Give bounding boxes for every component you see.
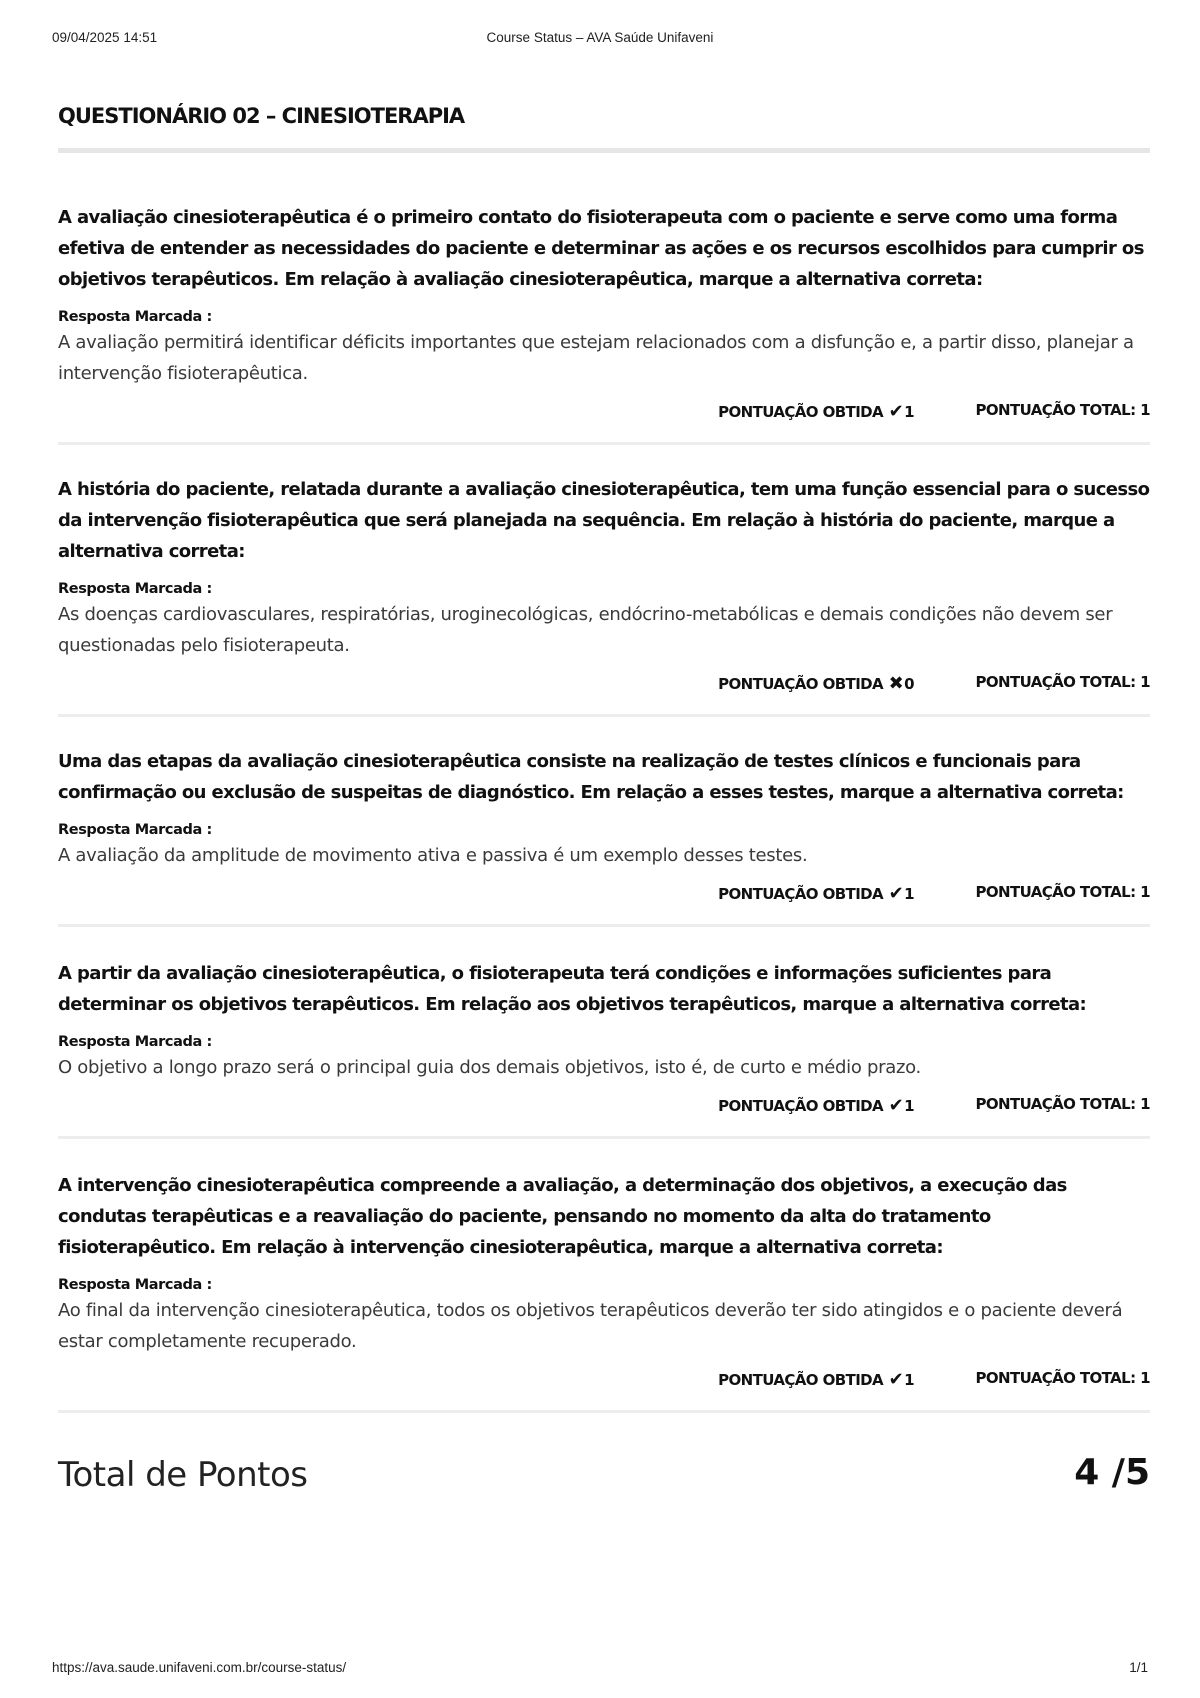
score-row bbox=[58, 673, 1150, 699]
print-footer bbox=[52, 1660, 1148, 1680]
question-divider bbox=[58, 714, 1150, 717]
score-obtained bbox=[718, 1095, 914, 1116]
question-4 bbox=[58, 958, 1150, 1139]
answer-text: Ao final da intervenção cinesioterapêutica, todos os objetivos terapêuticos deverão ter sido atingidos e o paciente deverá estar completamente recuperado. bbox=[58, 1300, 1123, 1352]
score-obtained-label: PONTUAÇÃO OBTIDA bbox=[718, 885, 884, 903]
answer-label: Resposta Marcada : bbox=[58, 1034, 212, 1050]
score-row bbox=[58, 883, 1150, 909]
total-points-value: 4 /5 bbox=[1074, 1452, 1150, 1493]
check-icon: ✔ bbox=[888, 883, 904, 904]
score-obtained-label: PONTUAÇÃO OBTIDA bbox=[718, 1371, 884, 1389]
print-page-title: Course Status – AVA Saúde Unifaveni bbox=[486, 30, 714, 45]
title-divider bbox=[58, 148, 1150, 153]
answer-text: A avaliação permitirá identificar déficits importantes que estejam relacionados com a disfunção e, a partir disso, planejar a intervenção fisioterapêutica. bbox=[58, 332, 1134, 384]
cross-icon: ✖ bbox=[888, 673, 904, 694]
score-obtained-label: PONTUAÇÃO OBTIDA bbox=[718, 1097, 884, 1115]
score-total bbox=[975, 1369, 1150, 1387]
print-header bbox=[52, 30, 1148, 50]
score-total-label: PONTUAÇÃO TOTAL: bbox=[975, 1095, 1136, 1113]
question-3 bbox=[58, 746, 1150, 927]
score-row bbox=[58, 1095, 1150, 1121]
print-url: https://ava.saude.unifaveni.com.br/course-status/ bbox=[52, 1660, 347, 1675]
question-5 bbox=[58, 1170, 1150, 1413]
question-text: A história do paciente, relatada durante a avaliação cinesioterapêutica, tem uma função essencial para o sucesso da intervenção fisioterapêutica que será planejada na sequência. Em relação à história do paciente, marque a alternativa correta: bbox=[58, 479, 1150, 562]
answer-label: Resposta Marcada : bbox=[58, 1277, 212, 1293]
answer-text: As doenças cardiovasculares, respiratórias, uroginecológicas, endócrino-metabólicas e demais condições não devem ser questionadas pelo fisioterapeuta. bbox=[58, 604, 1113, 656]
question-text: A avaliação cinesioterapêutica é o primeiro contato do fisioterapeuta com o paciente e serve como uma forma efetiva de entender as necessidades do paciente e determinar as ações e os recursos escolhidos para cumprir os objetivos terapêuticos. Em relação à avaliação cinesioterapêutica, marque a alternativa correta: bbox=[58, 207, 1144, 290]
check-icon: ✔ bbox=[888, 401, 904, 422]
score-obtained-value: 1 bbox=[904, 403, 914, 421]
print-page-number: 1/1 bbox=[1129, 1660, 1148, 1675]
score-obtained bbox=[718, 401, 914, 422]
score-total bbox=[975, 673, 1150, 691]
question-1 bbox=[58, 202, 1150, 445]
question-divider bbox=[58, 1136, 1150, 1139]
score-obtained-label: PONTUAÇÃO OBTIDA bbox=[718, 403, 884, 421]
score-total-label: PONTUAÇÃO TOTAL: bbox=[975, 401, 1136, 419]
question-text: A intervenção cinesioterapêutica compreende a avaliação, a determinação dos objetivos, a execução das condutas terapêuticas e a reavaliação do paciente, pensando no momento da alta do tratamento fisioterapêutico. Em relação à intervenção cinesioterapêutica, marque a alternativa correta: bbox=[58, 1175, 1067, 1258]
question-divider bbox=[58, 924, 1150, 927]
print-datetime: 09/04/2025 14:51 bbox=[52, 30, 158, 45]
question-text: Uma das etapas da avaliação cinesioterapêutica consiste na realização de testes clínicos e funcionais para confirmação ou exclusão de suspeitas de diagnóstico. Em relação a esses testes, marque a alternativa correta: bbox=[58, 751, 1124, 803]
score-total-value: 1 bbox=[1140, 673, 1150, 691]
score-obtained-value: 1 bbox=[904, 885, 914, 903]
answer-text: O objetivo a longo prazo será o principal guia dos demais objetivos, isto é, de curto e médio prazo. bbox=[58, 1057, 921, 1078]
question-divider bbox=[58, 1410, 1150, 1413]
question-2 bbox=[58, 474, 1150, 717]
question-text: A partir da avaliação cinesioterapêutica, o fisioterapeuta terá condições e informações suficientes para determinar os objetivos terapêuticos. Em relação aos objetivos terapêuticos, marque a alternativa correta: bbox=[58, 963, 1087, 1015]
check-icon: ✔ bbox=[888, 1369, 904, 1390]
score-obtained-label: PONTUAÇÃO OBTIDA bbox=[718, 675, 884, 693]
score-total-value: 1 bbox=[1140, 401, 1150, 419]
answer-label: Resposta Marcada : bbox=[58, 309, 212, 325]
answer-label: Resposta Marcada : bbox=[58, 581, 212, 597]
score-total-value: 1 bbox=[1140, 1369, 1150, 1387]
score-obtained-value: 1 bbox=[904, 1097, 914, 1115]
score-obtained-value: 1 bbox=[904, 1371, 914, 1389]
score-obtained bbox=[718, 1369, 914, 1390]
score-total-value: 1 bbox=[1140, 883, 1150, 901]
score-row bbox=[58, 401, 1150, 427]
score-total bbox=[975, 401, 1150, 419]
score-total bbox=[975, 1095, 1150, 1113]
score-obtained bbox=[718, 883, 914, 904]
answer-label: Resposta Marcada : bbox=[58, 822, 212, 838]
score-total-value: 1 bbox=[1140, 1095, 1150, 1113]
score-total-label: PONTUAÇÃO TOTAL: bbox=[975, 673, 1136, 691]
page-title: QUESTIONÁRIO 02 – CINESIOTERAPIA bbox=[58, 104, 465, 128]
answer-text: A avaliação da amplitude de movimento ativa e passiva é um exemplo desses testes. bbox=[58, 845, 808, 866]
check-icon: ✔ bbox=[888, 1095, 904, 1116]
score-total-label: PONTUAÇÃO TOTAL: bbox=[975, 1369, 1136, 1387]
score-row bbox=[58, 1369, 1150, 1395]
question-divider bbox=[58, 442, 1150, 445]
score-obtained-value: 0 bbox=[904, 675, 914, 693]
total-points-label: Total de Pontos bbox=[58, 1455, 308, 1495]
score-total bbox=[975, 883, 1150, 901]
score-total-label: PONTUAÇÃO TOTAL: bbox=[975, 883, 1136, 901]
score-obtained bbox=[718, 673, 914, 694]
